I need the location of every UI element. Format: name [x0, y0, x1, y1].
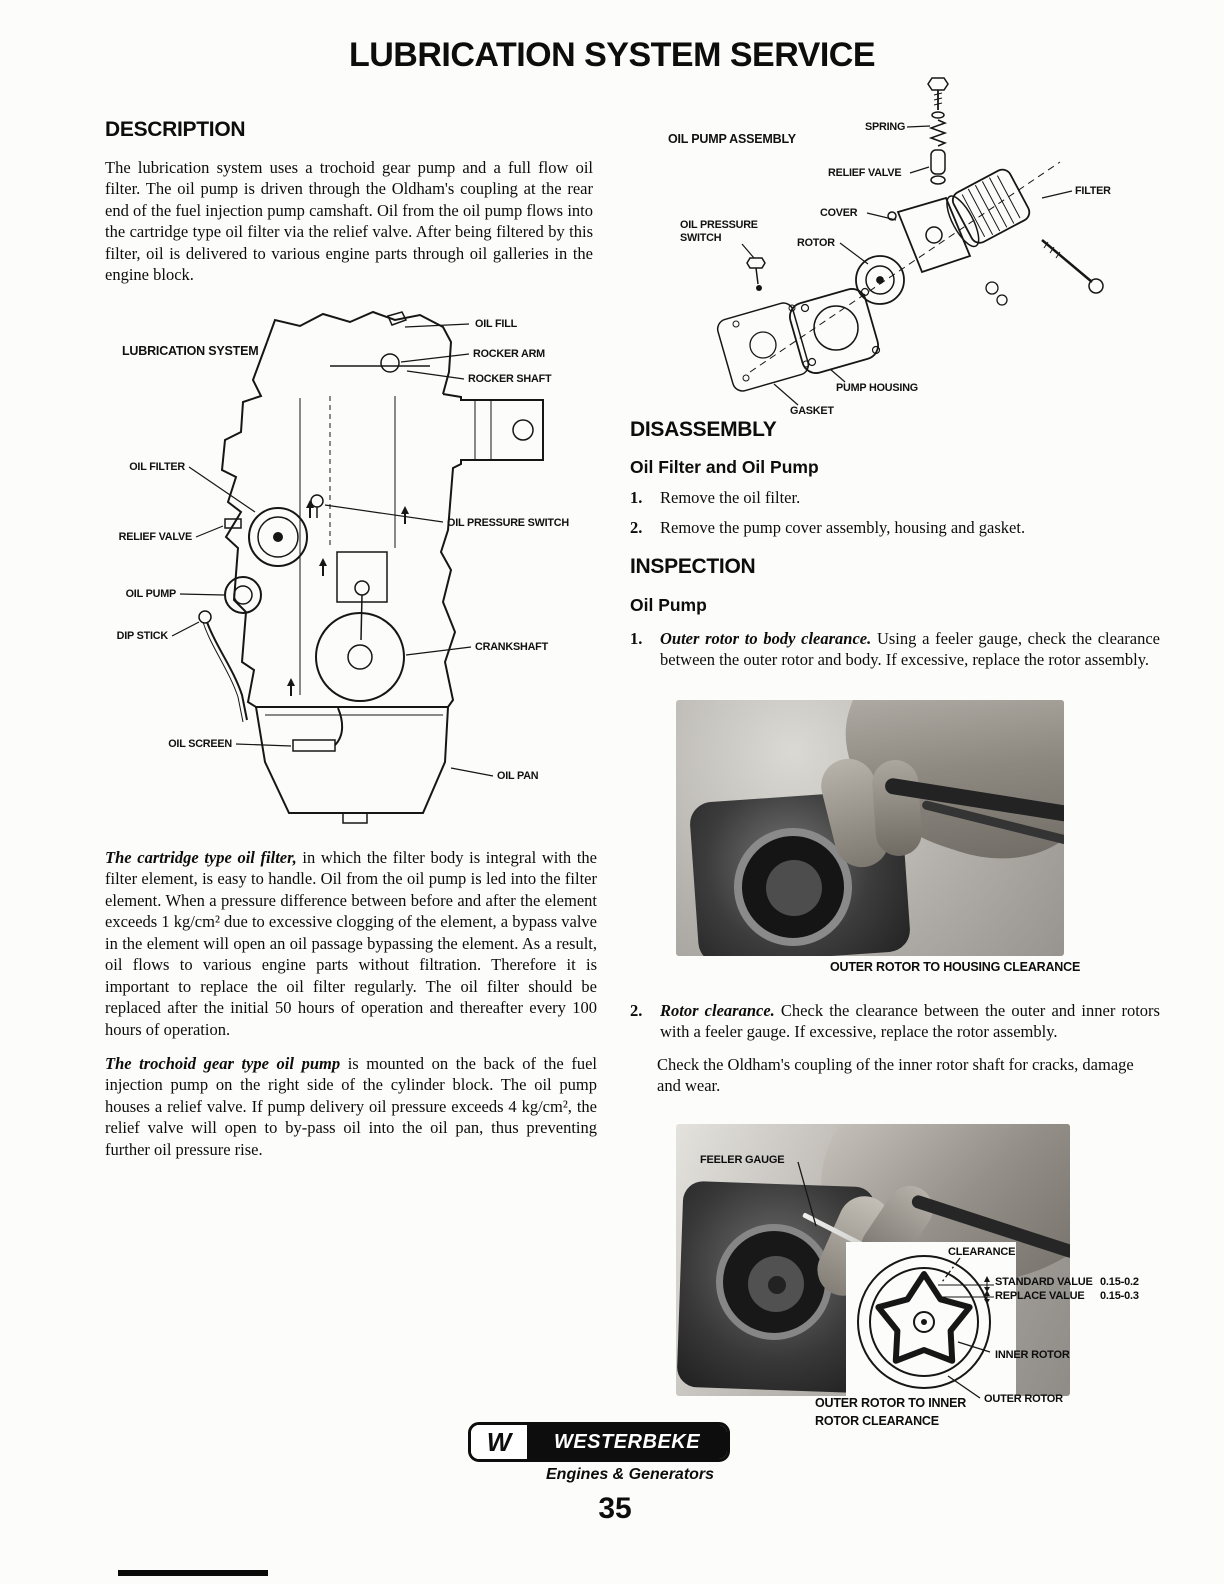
- inspection-step2-block: [630, 1000, 1160, 1097]
- step2-lead: Rotor clearance.: [660, 1001, 775, 1020]
- label-crankshaft: CRANKSHAFT: [475, 641, 548, 653]
- engine-outline: [199, 312, 543, 823]
- pump-rotor: [766, 860, 822, 916]
- left-lower-paragraphs: [105, 847, 597, 1160]
- step-text: Remove the pump cover assembly, housing and gasket.: [660, 518, 1026, 538]
- pump-parts: [715, 78, 1103, 393]
- trochoid-pump-paragraph: [105, 1053, 597, 1160]
- label-rocker-arm: ROCKER ARM: [473, 348, 545, 360]
- pump-diagram-labels: [668, 121, 1111, 415]
- disassembly-step-2: [630, 517, 1158, 538]
- label-filter: FILTER: [1075, 185, 1111, 197]
- step2-body: Check the clearance between the outer and inner rotors with a feeler gauge. If excessive, replace the rotor assembly.: [660, 1001, 1160, 1042]
- label-oil-pressure-switch-line2: SWITCH: [680, 232, 722, 244]
- step-text: [660, 628, 1160, 671]
- label-rocker-shaft: ROCKER SHAFT: [468, 373, 552, 385]
- value-standard: 0.15-0.2: [1100, 1276, 1139, 1288]
- lubrication-system-diagram: [95, 300, 600, 840]
- westerbeke-w-icon: W: [471, 1425, 527, 1459]
- label-oil-pan: OIL PAN: [497, 770, 539, 782]
- brand-tagline: Engines & Generators: [546, 1466, 715, 1483]
- label-oil-fill: OIL FILL: [475, 318, 517, 330]
- photo1-caption: OUTER ROTOR TO HOUSING CLEARANCE: [830, 960, 1081, 974]
- oil-pump-assembly-diagram: [640, 70, 1160, 415]
- label-pump-relief-valve: RELIEF VALVE: [828, 167, 902, 179]
- page-number: 35: [598, 1492, 632, 1525]
- description-section: [105, 118, 593, 286]
- label-feeler-gauge: FEELER GAUGE: [700, 1154, 785, 1166]
- disassembly-section: [630, 418, 1158, 539]
- label-oil-pressure-switch: OIL PRESSURE SWITCH: [447, 517, 569, 529]
- step-text: [660, 1000, 1160, 1043]
- step-number: 1.: [630, 629, 643, 648]
- inspection-heading: INSPECTION: [630, 555, 756, 578]
- inspection-step-2: [630, 1000, 1160, 1043]
- photo-outer-rotor-housing-clearance: [676, 700, 1064, 956]
- trochoid-lead: The trochoid gear type oil pump: [105, 1053, 341, 1073]
- step-number: 2.: [630, 518, 643, 538]
- page-title: LUBRICATION SYSTEM SERVICE: [348, 36, 876, 74]
- finger: [871, 759, 924, 858]
- label-oil-screen: OIL SCREEN: [168, 738, 232, 750]
- label-clearance: CLEARANCE: [948, 1246, 1016, 1258]
- label-cover: COVER: [820, 207, 858, 219]
- pump-diagram-title: OIL PUMP ASSEMBLY: [668, 132, 796, 146]
- pump-leader-lines: [742, 126, 1072, 405]
- label-dip-stick: DIP STICK: [116, 630, 168, 642]
- step-number: 2.: [630, 1001, 643, 1020]
- label-oil-pressure-switch-line1: OIL PRESSURE: [680, 219, 758, 231]
- description-heading: DESCRIPTION: [105, 118, 246, 141]
- label-rotor: ROTOR: [797, 237, 835, 249]
- label-outer-rotor: OUTER ROTOR: [984, 1393, 1063, 1405]
- diagram-labels: [117, 318, 570, 782]
- label-oil-filter: OIL FILTER: [129, 461, 185, 473]
- lub-diagram-title: LUBRICATION SYSTEM: [122, 344, 259, 358]
- inspection-step-1: [630, 628, 1160, 671]
- disassembly-heading: DISASSEMBLY: [630, 418, 777, 441]
- photo2-caption-line1: OUTER ROTOR TO INNER: [815, 1396, 967, 1410]
- oldham-coupling-note: Check the Oldham's coupling of the inner rotor shaft for cracks, damage and wear.: [657, 1054, 1134, 1096]
- cartridge-body: in which the filter body is integral with the filter element, is easy to handle. Oil from the oil pump is led into the filter element. When a pressure difference between before and after the element exceeds 1 kg/cm² due to excessive clogging of the element, a bypass valve in the element will open an oil passage bypassing the element. As a result, oil flows to various engine parts without filtration. Therefore it is important to replace the oil filter regularly. The oil filter should be replaced after the initial 50 hours of operation and thereafter every 100 hours of operation.: [105, 848, 597, 1039]
- value-replace: 0.15-0.3: [1100, 1290, 1139, 1302]
- label-inner-rotor: INNER ROTOR: [995, 1349, 1070, 1361]
- westerbeke-logo: [468, 1422, 730, 1462]
- trochoid-body: is mounted on the back of the fuel injection pump on the right side of the cylinder block. The oil pump houses a relief valve. If pump delivery oil pressure exceeds 4 kg/cm², the relief valve will open to by-pass oil into the oil pan, thus preventing further oil pressure rise.: [105, 1053, 598, 1159]
- step-number: 1.: [630, 488, 643, 507]
- label-oil-pump: OIL PUMP: [125, 588, 176, 600]
- label-standard-value: STANDARD VALUE: [995, 1276, 1093, 1288]
- photo2-caption-line2: ROTOR CLEARANCE: [815, 1414, 939, 1428]
- label-pump-housing: PUMP HOUSING: [836, 382, 918, 394]
- rotor-shaft: [768, 1276, 786, 1294]
- brand-name: WESTERBEKE: [527, 1425, 727, 1459]
- leader-lines: [172, 324, 493, 776]
- label-gasket: GASKET: [790, 405, 834, 415]
- rotor-clearance-inset-diagram: [846, 1242, 1016, 1398]
- disassembly-step-1: [630, 487, 1158, 508]
- cartridge-lead: The cartridge type oil filter,: [105, 848, 297, 867]
- inspection-section: [630, 555, 1160, 671]
- step1-body: Using a feeler gauge, check the clearance between the outer rotor and body. If excessive, replace the rotor assembly.: [660, 629, 1160, 670]
- step1-lead: Outer rotor to body clearance.: [660, 629, 872, 648]
- disassembly-subheading: Oil Filter and Oil Pump: [630, 457, 819, 477]
- label-spring: SPRING: [865, 121, 906, 133]
- inspection-subheading: Oil Pump: [630, 595, 707, 615]
- label-replace-value: REPLACE VALUE: [995, 1290, 1085, 1302]
- label-relief-valve: RELIEF VALVE: [118, 531, 192, 543]
- description-paragraph: The lubrication system uses a trochoid gear pump and a full flow oil filter. The oil pump is driven through the Oldham's coupling at the rear end of the fuel injection pump camshaft. Oil from the oil pump flows into the cartridge type oil filter via the relief valve. After being filtered by this filter, oil is delivered to various engine parts through oil galleries in the engine block.: [105, 158, 593, 285]
- step-text: Remove the oil filter.: [660, 488, 801, 507]
- scan-artifact-bar: [118, 1570, 268, 1576]
- cartridge-filter-paragraph: [105, 847, 597, 1040]
